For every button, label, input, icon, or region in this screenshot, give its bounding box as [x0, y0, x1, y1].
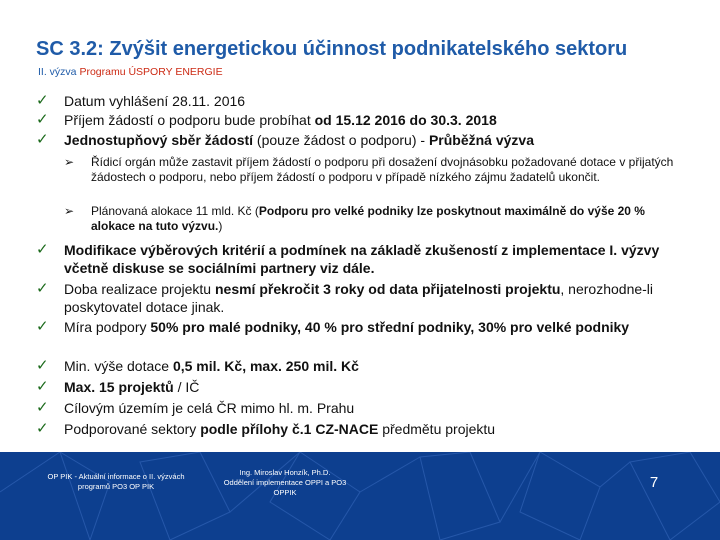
arrow-head-icon: ➢	[64, 155, 75, 169]
text-run: Řídicí orgán může zastavit příjem žádostí o podporu při dosažení dvojnásobku požadované dotace v přijatých žádostech o podporu, nebo příjem žádostí o podporu v případě nízkého zájmu žadatelů ukončit.	[91, 155, 674, 184]
footer-presentation-title: OP PIK - Aktuální informace o II. výzvách programů PO3 OP PIK	[47, 472, 185, 491]
item-text	[64, 241, 704, 277]
check-mark-icon: ✓	[36, 378, 49, 395]
slide-title: SC 3.2: Zvýšit energetickou účinnost podnikatelského sektoru	[36, 38, 628, 60]
text-run: Doba realizace projektu	[64, 281, 215, 297]
page-number: 7	[649, 474, 659, 491]
bold-text: Jednostupňový sběr žádostí	[64, 132, 254, 148]
slide-footer	[0, 452, 720, 540]
check-mark-icon: ✓	[36, 241, 49, 258]
text-run: / IČ	[173, 379, 200, 395]
check-mark-icon: ✓	[36, 420, 49, 437]
bold-text: podle přílohy č.1 CZ-NACE	[200, 421, 379, 437]
item-text	[64, 378, 704, 396]
check-mark-icon: ✓	[36, 131, 49, 148]
item-text	[64, 318, 704, 336]
text-run: , nerozhodne-li poskytovatel dotace jinak.	[64, 281, 654, 315]
text-run: (pouze žádost o podporu) -	[253, 132, 429, 148]
footer-author: Ing. Miroslav Honzík, Ph.D. Oddělení implementace OPPI a PO3 OPPIK	[223, 468, 347, 497]
item-text	[64, 420, 704, 438]
arrow-head-icon: ➢	[64, 204, 75, 218]
sub-item-text	[91, 204, 691, 234]
text-run: Plánovaná alokace 11 mld. Kč (	[91, 204, 259, 218]
sub-item-text	[91, 155, 691, 185]
bold-text: Modifikace výběrových kritérií a podmínek na základě zkušeností z implementace I. výzvy včetně diskuse se sociálními partnery viz dále.	[64, 242, 660, 276]
text-run: )	[218, 219, 223, 233]
check-mark-icon: ✓	[36, 399, 49, 416]
subtitle-call: II. výzva	[38, 66, 77, 78]
bold-text: Průběžná výzva	[428, 132, 534, 148]
item-text	[64, 111, 704, 129]
bold-text: 50% pro malé podniky, 40 % pro střední podniky, 30% pro velké podniky	[150, 319, 630, 335]
bold-text: Max. 15 projektů	[64, 379, 174, 395]
text-run: předmětu projektu	[378, 421, 496, 437]
text-run: Podporované sektory	[64, 421, 201, 437]
text-run: Datum vyhlášení 28.11. 2016	[64, 93, 246, 109]
item-text	[64, 131, 704, 149]
item-text	[64, 280, 704, 316]
bold-text: od 15.12 2016 do 30.3. 2018	[314, 112, 497, 128]
text-run: Cílovým územím je celá ČR mimo hl. m. Prahu	[64, 400, 355, 416]
slide-subtitle	[38, 66, 223, 78]
item-text	[64, 92, 704, 110]
subtitle-program: Programu ÚSPORY ENERGIE	[79, 66, 223, 78]
item-text	[64, 399, 704, 417]
check-mark-icon: ✓	[36, 318, 49, 335]
bold-text: Podporu pro velké podniky lze poskytnout maximálně do výše 20 % alokace na tuto výzvu.	[91, 204, 645, 233]
item-text	[64, 357, 704, 375]
footer-pattern	[0, 452, 720, 540]
check-mark-icon: ✓	[36, 357, 49, 374]
text-run: Příjem žádostí o podporu bude probíhat	[64, 112, 315, 128]
text-run: Míra podpory	[64, 319, 151, 335]
bold-text: nesmí překročit 3 roky od data přijatelnosti projektu	[214, 281, 561, 297]
check-mark-icon: ✓	[36, 280, 49, 297]
bold-text: 0,5 mil. Kč, max. 250 mil. Kč	[172, 358, 359, 374]
check-mark-icon: ✓	[36, 111, 49, 128]
text-run: Min. výše dotace	[64, 358, 173, 374]
check-mark-icon: ✓	[36, 92, 49, 109]
